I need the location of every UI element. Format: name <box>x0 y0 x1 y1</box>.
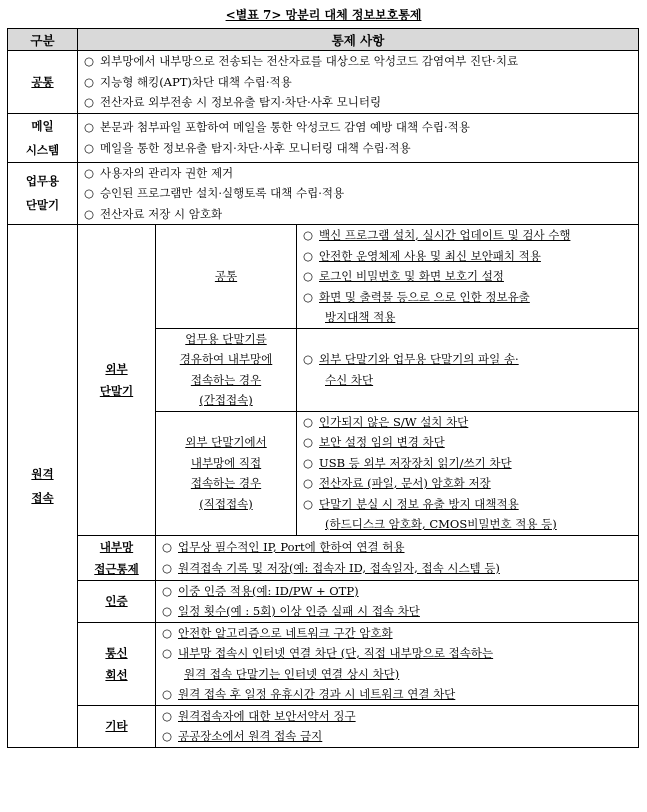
list-item: ○ 사용자의 관리자 권한 제거 <box>84 165 234 180</box>
list-item: ○ 전산자료 저장 시 암호화 <box>84 206 223 221</box>
list-item: ○ 인가되지 않은 S/W 설치 차단 <box>303 414 469 429</box>
list-item: ○ 안전한 운영체제 사용 및 최신 보안패치 적용 <box>303 248 541 263</box>
subcategory-auth: 인증 <box>78 580 156 622</box>
list-item: ○ 원격 접속 후 일정 유휴시간 경과 시 네트워크 연결 차단 <box>162 687 456 701</box>
list-item-continued: 방지대책 적용 <box>325 310 396 324</box>
list-item: ○ 전산자료 외부전송 시 정보유출 탐지·차단·사후 모니터링 <box>84 95 382 109</box>
list-item-continued: 수신 차단 <box>325 372 374 387</box>
header-controls: 통제 사항 <box>78 29 639 51</box>
subcategory-internal-access: 내부망 접근통제 <box>78 535 156 580</box>
list-item: ○ 보안 설정 임의 변경 차단 <box>303 435 445 449</box>
external-common-label: 공통 <box>156 225 297 329</box>
etc-controls <box>156 705 639 747</box>
subcategory-etc: 기타 <box>78 705 156 747</box>
direct-access-label: 외부 단말기에서 내부망에 직접 접속하는 경우 (직접접속) <box>156 411 297 535</box>
table-title: <별표 7> 망분리 대체 정보보호통제 <box>225 8 422 22</box>
list-item: ○ 공공장소에서 원격 접속 금지 <box>162 729 323 743</box>
list-item-continued: 원격 접속 단말기는 인터넷 연결 상시 차단) <box>184 666 400 681</box>
subcategory-comm-line: 통신 회선 <box>78 622 156 705</box>
list-item: ○ 메일을 통한 정보유출 탐지·차단·사후 모니터링 대책 수립·적용 <box>84 140 411 155</box>
list-item: ○ 화면 및 출력물 등으로 으로 인한 정보유출 <box>303 289 530 304</box>
list-item: ○ 이중 인증 적용(예: ID/PW + OTP) <box>162 583 359 598</box>
list-item: ○ 전산자료 (파일, 문서) 암호화 저장 <box>303 476 491 490</box>
list-item: ○ 내부망 접속시 인터넷 연결 차단 (단, 직접 내부망으로 접속하는 <box>162 646 494 660</box>
list-item: ○ 외부망에서 내부망으로 전송되는 전산자료를 대상으로 악성코드 감염여부 진단·치료 <box>84 54 519 68</box>
list-item: ○ 업무상 필수적인 IP, Port에 한하여 연결 허용 <box>162 540 405 554</box>
header-category: 구분 <box>8 29 78 51</box>
control-table <box>7 28 639 748</box>
list-item: ○ 로그인 비밀번호 및 화면 보호기 설정 <box>303 269 504 283</box>
mail-controls <box>78 113 639 162</box>
list-item: ○ 본문과 첨부파일 포함하여 메일을 통한 악성코드 감염 예방 대책 수립·적용 <box>84 120 470 134</box>
list-item: ○ 일정 횟수(예 : 5회) 이상 인증 실패 시 접속 차단 <box>162 604 420 618</box>
list-item-continued: (하드디스크 암호화, CMOS비밀번호 적용 등) <box>325 517 557 531</box>
category-common <box>8 51 78 114</box>
subcategory-external-terminal: 외부 단말기 <box>78 225 156 536</box>
list-item: ○ 지능형 해킹(APT)차단 대책 수립·적용 <box>84 74 292 89</box>
external-common-controls <box>297 225 639 329</box>
list-item: ○ 외부 단말기와 업무용 단말기의 파일 송· <box>303 352 519 366</box>
list-item: ○ 안전한 알고리즘으로 네트워크 구간 암호화 <box>162 625 393 640</box>
category-remote: 원격 접속 <box>8 225 78 748</box>
direct-access-controls <box>297 411 639 535</box>
list-item: ○ USB 등 외부 저장장치 읽기/쓰기 차단 <box>303 455 512 470</box>
list-item: ○ 백신 프로그램 설치, 실시간 업데이트 및 검사 수행 <box>303 228 571 242</box>
list-item: ○ 단말기 분실 시 정보 유출 방지 대책적용 <box>303 496 519 511</box>
list-item: ○ 원격접속자에 대한 보안서약서 징구 <box>162 708 356 723</box>
common-controls <box>78 51 639 114</box>
category-terminal: 업무용 단말기 <box>8 162 78 225</box>
comm-line-controls <box>156 622 639 705</box>
list-item: ○ 원격접속 기록 및 저장(예: 접속자 ID, 접속일자, 접속 시스템 등) <box>162 560 500 575</box>
list-item: ○ 승인된 프로그램만 설치·실행토록 대책 수립·적용 <box>84 186 345 200</box>
auth-controls <box>156 580 639 622</box>
internal-access-controls <box>156 535 639 580</box>
indirect-access-label: 업무용 단말기를 경유하여 내부망에 접속하는 경우 (간접접속) <box>156 328 297 411</box>
category-mail: 메일 시스템 <box>8 113 78 162</box>
category-common-label: 공통 <box>31 74 54 89</box>
terminal-controls <box>78 162 639 225</box>
indirect-access-controls <box>297 328 639 411</box>
